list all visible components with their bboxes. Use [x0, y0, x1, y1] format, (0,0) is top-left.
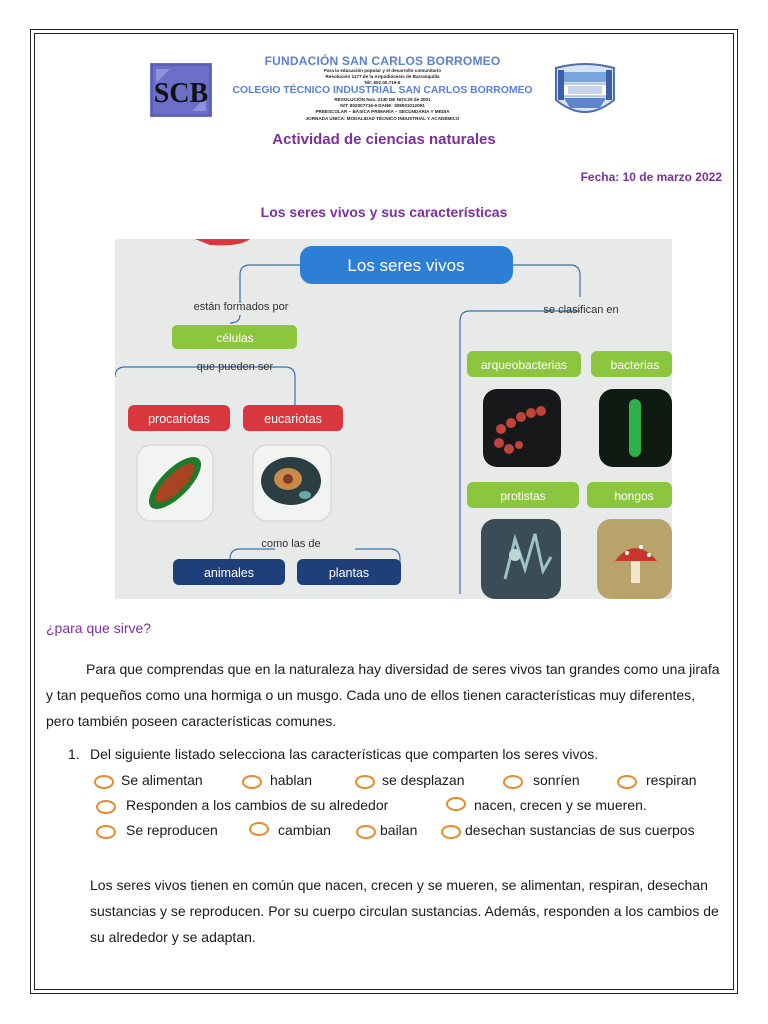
option-label-sonrien: sonríen [533, 772, 580, 788]
node-plants-label: plantas [328, 566, 370, 580]
summary-paragraph: Los seres vivos tienen en común que nacen, crecen y se mueren, se alimentan, respiran, desechan sustancias y se reproducen. Por su cuerpo circulan sustancias. Además, responden a los cambios de su alrededor y se adaptan. [90, 877, 719, 945]
header-line-2: Resolución 1177 de la Arquidiócesis de Barranquilla [325, 74, 440, 80]
examples-connector-text: como las de [261, 538, 321, 550]
node-prokaryotes-label: procariotas [148, 412, 210, 426]
question-heading: ¿para que sirve? [46, 620, 152, 636]
college-name: COLEGIO TÉCNICO INDUSTRIAL SAN CARLOS BORROMEO [232, 85, 533, 96]
option-label-respiran: respiran [646, 772, 697, 788]
option-radio-nacen-crecen[interactable] [446, 797, 466, 811]
foundation-name: FUNDACIÓN SAN CARLOS BORROMEO [264, 54, 501, 68]
intro-paragraph [46, 656, 726, 734]
question-1-text: Del siguiente listado selecciona las características que comparten los seres vivos. [90, 746, 599, 762]
cells-connector-text: que pueden ser [196, 361, 274, 373]
archaea-image [483, 389, 561, 467]
header-line-3: Nit: 802.00.716-6 [364, 80, 401, 86]
header-info-top [215, 68, 550, 87]
option-radio-se-desplazan[interactable] [355, 775, 375, 789]
node-animals-label: animales [203, 566, 255, 580]
header-line-5: NIT: 802007716-6 DANE: 308001012091 [340, 103, 425, 109]
option-label-bailan: bailan [380, 822, 418, 838]
protist-image [481, 519, 561, 599]
header-line-7: JORNADA ÚNICA: MODALIDAD TÉCNICO INDUSTRIAL Y ACADÉMICO [305, 115, 460, 121]
logo-letters: SCB [153, 78, 209, 109]
node-fungi-label: hongos [614, 489, 654, 503]
option-label-se-reproducen: Se reproducen [126, 822, 218, 838]
right-connector-text: se clasifican en [543, 304, 619, 316]
activity-title: Actividad de ciencias naturales [272, 131, 496, 148]
header-line-4: RESOLUCIÓN Nos. 2130 DE NOV.29 de 2001 [334, 97, 431, 102]
option-label-hablan: hablan [270, 772, 313, 788]
question-1-number: 1. [68, 746, 80, 762]
option-radio-cambian[interactable] [249, 822, 269, 836]
header-line-1: Para la educación popular y el desarrollo comunitario [323, 68, 442, 73]
prokaryote-cell-image [137, 445, 213, 521]
option-radio-hablan[interactable] [242, 775, 262, 789]
option-radio-sonrien[interactable] [503, 775, 523, 789]
option-radio-responden[interactable] [96, 800, 116, 814]
concept-map-image [115, 239, 672, 599]
option-radio-respiran[interactable] [617, 775, 637, 789]
header-info-bottom [215, 97, 550, 122]
option-label-se-desplazan: se desplazan [382, 772, 465, 788]
school-logo-left [150, 63, 212, 117]
node-eukaryotes-label: eucariotas [264, 412, 322, 426]
option-radio-desechan[interactable] [441, 825, 461, 839]
option-radio-se-alimentan[interactable] [94, 775, 114, 789]
node-protists-label: protistas [500, 489, 546, 503]
node-bacteria-label: bacterias [610, 358, 660, 372]
activity-date: Fecha: 10 de marzo 2022 [580, 170, 722, 184]
question-1 [68, 746, 598, 762]
option-radio-bailan[interactable] [356, 825, 376, 839]
fungus-image [597, 519, 672, 599]
eukaryote-cell-image [253, 445, 331, 521]
node-cells-label: células [216, 331, 254, 345]
option-label-se-alimentan: Se alimentan [121, 772, 203, 788]
intro-paragraph-text: Para que comprendas que en la naturaleza hay diversidad de seres vivos tan grandes como una jirafa y tan pequeños como una hormiga o un musgo. Cada uno de ellos tienen características muy diferentes, pero también poseen características comunes. [46, 661, 720, 729]
header-line-6: PREESCOLAR – BÁSICA PRIMARIA – SECUNDARIA Y MEDIA [315, 109, 450, 115]
topic-subtitle: Los seres vivos y sus características [260, 204, 508, 220]
node-root-label: Los seres vivos [347, 256, 465, 275]
option-label-cambian: cambian [278, 822, 331, 838]
option-label-responden: Responden a los cambios de su alrededor [126, 797, 389, 813]
option-radio-se-reproducen[interactable] [96, 825, 116, 839]
option-label-nacen-crecen: nacen, crecen y se mueren. [474, 797, 647, 813]
bacteria-image [599, 389, 672, 467]
option-label-desechan: desechan sustancias de sus cuerpos [465, 822, 695, 838]
school-shield-logo [550, 62, 620, 120]
left-connector-text: están formados por [193, 301, 289, 313]
node-archaea-label: arqueobacterias [480, 358, 568, 372]
